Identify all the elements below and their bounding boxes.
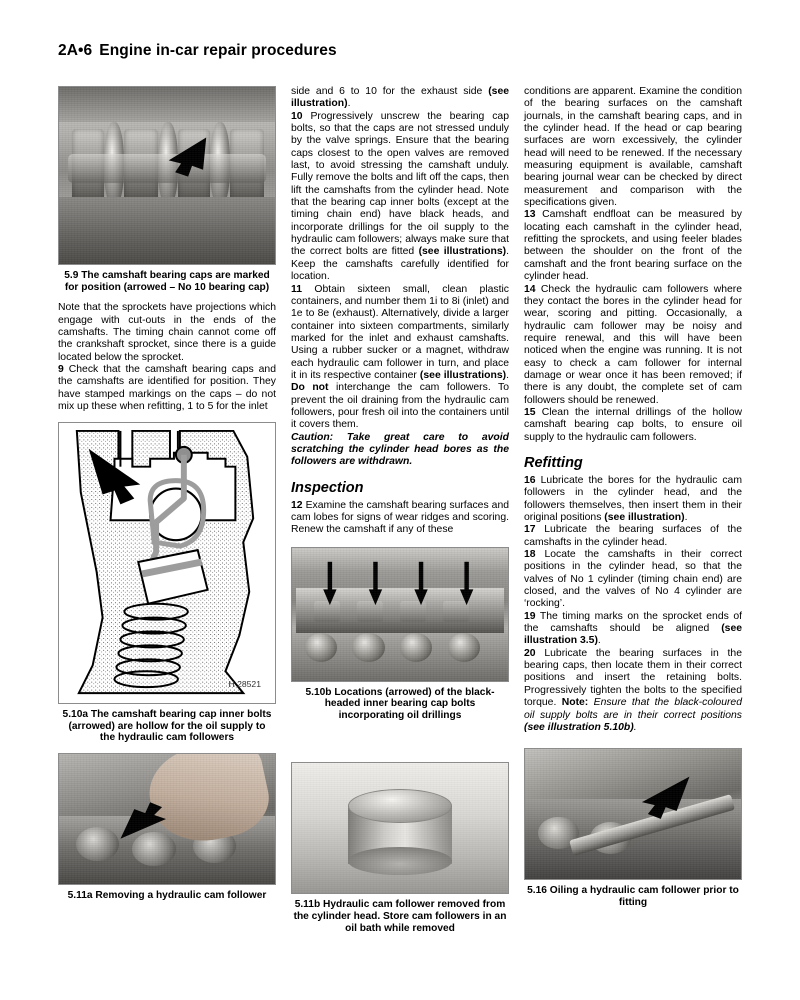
step-number-14: 14 xyxy=(524,283,536,295)
see-illustrations-ref: (see illustrations) xyxy=(418,246,507,258)
step-14-text: Check the hydraulic cam followers where they contact the bores in the cylinder head for wear, scoring and pitting. Occasionally, a hydraulic cam follower may be noisy and require renewal, and this will have been noticed when the engine was running. It is not easy to check a cam follower for internal damage or wear once it has been removed; if there is any doubt, the complete set of cam followers should be renewed. xyxy=(524,283,743,406)
figure-5-9 xyxy=(58,86,276,293)
three-column-layout xyxy=(58,86,742,996)
oiling-cam-follower-photo xyxy=(525,749,741,879)
removing-cam-follower-photo xyxy=(59,754,275,884)
section-heading-inspection: Inspection xyxy=(291,479,364,496)
see-illustration-ref-5: (see illustration 5.10b) xyxy=(524,721,634,733)
callout-arrows-icon xyxy=(292,548,508,681)
figure-5-16-caption: 5.16 Oiling a hydraulic cam follower prior to fitting xyxy=(527,885,739,908)
step-19-text: The timing marks on the sprocket ends of the camshafts should be aligned xyxy=(524,610,742,635)
period: . xyxy=(347,98,351,110)
callout-arrow-icon xyxy=(59,754,275,884)
step-number-20: 20 xyxy=(524,647,536,659)
col3-paragraph-18 xyxy=(524,549,742,611)
step-number-10: 10 xyxy=(291,110,303,122)
chapter-reference: 2A•6 xyxy=(58,42,93,59)
column-right xyxy=(524,86,742,996)
col3-paragraph-19 xyxy=(524,611,742,648)
figure-5-11b-image xyxy=(291,762,509,894)
drawing-code-label: H 28521 xyxy=(228,679,261,690)
step-12-text: Examine the camshaft bearing surfaces and cam lobes for signs of wear ridges and scoring. Renew the camshaft if any of these xyxy=(291,499,509,536)
col3-paragraph-15 xyxy=(524,407,742,444)
col1-paragraph-9 xyxy=(58,364,276,413)
step-9-cont-text: side and 6 to 10 for the exhaust side xyxy=(291,86,489,97)
cam-follower-closeup-photo xyxy=(292,763,508,893)
step-11-text: Obtain sixteen small, clean plastic containers, and number them 1i to 8i (inlet) and 1e to 8e (exhaust). Alternatively, divide a larger container into sixteen compartments, similarly marked for the inlet and exhaust camshafts. Using a rubber sucker or a magnet, withdraw each hydraulic cam follower in turn, and place it in its respective container xyxy=(291,283,510,381)
figure-5-11a xyxy=(58,753,276,902)
step-18-text: Locate the camshafts in their correct positions in the cylinder head, so that the valves of No 1 cylinder (timing chain end) are closed, and the valves of No 4 cylinder are ‘rocking’. xyxy=(524,549,743,610)
col2-paragraph-11 xyxy=(291,284,509,432)
step-number-17: 17 xyxy=(524,524,536,536)
col3-paragraph-20 xyxy=(524,648,742,734)
figure-5-9-image xyxy=(58,86,276,265)
figure-5-16 xyxy=(524,748,742,908)
step-16-text: Lubricate the bores for the hydraulic cam followers in the cylinder head, and the followers themselves, then insert them in their original positions xyxy=(524,474,742,523)
step-number-9: 9 xyxy=(58,363,64,375)
figure-5-10b-caption: 5.10b Locations (arrowed) of the black-headed inner bearing cap bolts incorporating oil drillings xyxy=(305,686,495,721)
step-10-text: Progressively unscrew the bearing cap bolts, so that the caps are not stressed unduly by the valve springs. Ensure that the bearing caps closest to the open valves are removed last, to avoid stressing the camshaft unduly. Fully remove the bolts and lift off the caps, then lift the camshafts from the cylinder head. Note that the bearing cap inner bolts (except at the timing chain end) have black heads, and incorporate drillings for the oil supply to the hydraulic cam followers; always make sure that the correct bolts are fitted xyxy=(291,110,509,258)
figure-5-10b xyxy=(291,547,509,722)
see-illustrations-ref-2: (see illustrations) xyxy=(419,369,507,381)
figure-5-11a-image xyxy=(58,753,276,885)
figure-5-10b-image xyxy=(291,547,509,682)
figure-5-11b-caption: 5.11b Hydraulic cam follower removed from the cylinder head. Store cam followers in an oil bath while removed xyxy=(293,899,507,934)
step-11-text-end: interchange the cam followers. To prevent the oil draining from the hydraulic cam followers, pour fresh oil into the containers until it covers them. xyxy=(291,382,509,431)
figure-5-16-image xyxy=(524,748,742,880)
col3-paragraph-14 xyxy=(524,284,742,407)
col3-paragraph-12-cont: conditions are apparent. Examine the condition of the bearing surfaces on the camshaft journals, in the camshaft bearing caps, and in the cylinder head. If the head or cap bearing surfaces are worn excessively, the cylinder head will need to be renewed. If the necessary measuring equipment is available, camshaft bearing journal wear can be checked by direct measurement and comparison with the specifications given. xyxy=(524,86,742,209)
step-number-16: 16 xyxy=(524,474,536,486)
step-13-text: Camshaft endfloat can be measured by locating each camshaft in the cylinder head, refitting the sprockets, and using feeler blades between the shoulder on the front of the camshaft and the front bearing surface on the cylinder head. xyxy=(524,209,742,283)
callout-arrow-icon xyxy=(59,87,275,264)
col3-paragraph-13 xyxy=(524,209,742,283)
section-heading-refitting: Refitting xyxy=(524,454,583,471)
step-17-text: Lubricate the bearing surfaces of the camshafts in the cylinder head. xyxy=(524,524,742,548)
see-illustration-ref: (see illustration) xyxy=(291,86,509,110)
step-19-end: . xyxy=(597,635,601,647)
see-illustration-ref-3: (see illustration) xyxy=(604,512,685,523)
note-end: . xyxy=(633,721,637,733)
cylinder-head-bolt-locations-photo xyxy=(292,548,508,681)
page-title: Engine in-car repair procedures xyxy=(99,42,337,59)
note-label: Note: xyxy=(561,697,589,709)
step-number-18: 18 xyxy=(524,549,536,561)
step-20-text: Lubricate the bearing surfaces in the bearing caps, then locate them in their correct positions and insert the retaining bolts. Progressively tighten the bolts to the specified torque. xyxy=(524,647,742,709)
col1-paragraph-note: Note that the sprockets have projections which engage with cut-outs in the ends of the camshafts. The timing chain cannot come off the crankshaft sprocket, since there is a guide located below the sprocket. xyxy=(58,302,276,363)
col2-paragraph-10 xyxy=(291,111,509,284)
note-italic-text: Ensure that the black-coloured oil supply bolts are in their correct positions xyxy=(524,697,742,721)
figure-5-10a xyxy=(58,422,276,744)
col3-paragraph-16 xyxy=(524,475,742,524)
column-left xyxy=(58,86,276,996)
figure-5-9-caption: 5.9 The camshaft bearing caps are marked for position (arrowed – No 10 bearing cap) xyxy=(64,270,270,293)
caution-note: Caution: Take great care to avoid scratching the cylinder head bores as the followers are withdrawn. xyxy=(291,431,509,468)
figure-5-10a-caption: 5.10a The camshaft bearing cap inner bolts (arrowed) are hollow for the oil supply to the hydraulic cam followers xyxy=(62,709,272,744)
step-number-19: 19 xyxy=(524,610,536,622)
col3-paragraph-17 xyxy=(524,524,742,549)
figure-5-11b xyxy=(291,762,509,934)
page-header xyxy=(58,42,758,60)
step-11-sep: . xyxy=(506,369,509,381)
column-middle xyxy=(291,86,509,996)
figure-5-10a-image xyxy=(58,422,276,704)
step-10-text-end: . Keep the camshafts carefully identified for location. xyxy=(291,246,509,283)
do-not-emphasis: Do not xyxy=(291,382,329,394)
figure-5-11a-caption: 5.11a Removing a hydraulic cam follower xyxy=(67,890,267,902)
cylinder-head-section-drawing xyxy=(59,423,275,703)
callout-arrow-icon xyxy=(525,749,741,879)
col2-paragraph-12 xyxy=(291,500,509,537)
step-number-12: 12 xyxy=(291,499,303,511)
step-number-13: 13 xyxy=(524,209,536,221)
step-number-15: 15 xyxy=(524,406,536,418)
step-9-text: Check that the camshaft bearing caps and the camshafts are identified for position. They have stamped markings on the caps – do not mix up these when refitting, 1 to 5 for the inlet xyxy=(58,363,276,412)
step-16-end: . xyxy=(684,512,688,523)
step-number-11: 11 xyxy=(291,283,302,295)
camshaft-bearing-caps-photo xyxy=(59,87,275,264)
see-illustration-ref-4: (see illustration 3.5) xyxy=(524,623,742,647)
col2-paragraph-9-cont xyxy=(291,86,509,111)
step-15-text: Clean the internal drillings of the hollow camshaft bearing cap bolts, to ensure oil supply to the hydraulic cam followers. xyxy=(524,406,742,443)
